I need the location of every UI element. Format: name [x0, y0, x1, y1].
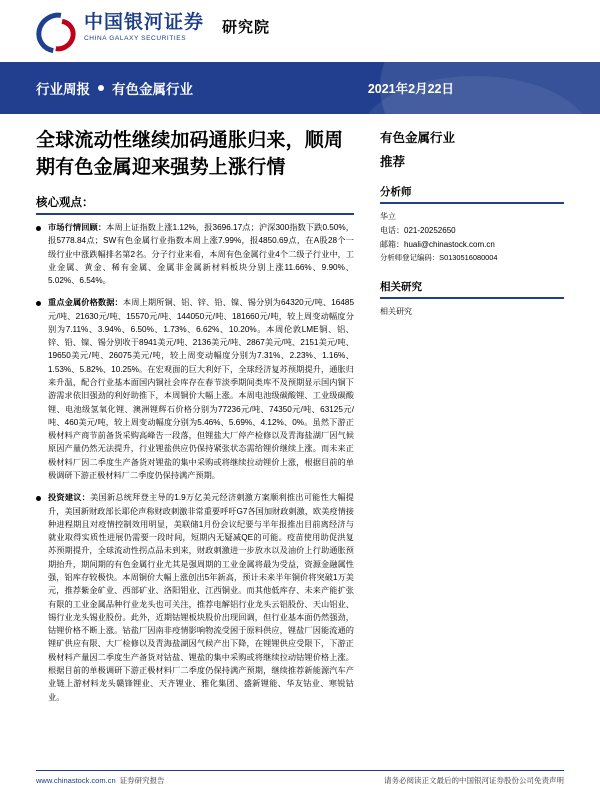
analyst-email-label: 邮箱：	[380, 240, 404, 249]
point-heading: 市场行情回顾：	[48, 222, 107, 232]
brand-name-cn: 中国银河证券	[84, 12, 205, 34]
analyst-cert-value: S0130516080004	[439, 253, 498, 262]
banner-industry: 有色金属行业	[112, 82, 193, 97]
footer-left	[36, 775, 165, 786]
sidebar	[366, 128, 564, 713]
footer-site-suffix: 证券研究报告	[119, 776, 165, 785]
brand-name-en: CHINA GALAXY SECURITIES	[84, 35, 187, 43]
footer-website-link[interactable]: www.chinastock.com.cn	[36, 776, 116, 785]
analyst-cert-row	[380, 252, 564, 265]
report-body	[0, 114, 600, 713]
sidebar-related-block	[380, 279, 564, 319]
analyst-cert-label: 分析师登记编码：	[380, 253, 440, 262]
sidebar-industry-label: 有色金属行业	[380, 131, 456, 145]
sidebar-industry-block	[380, 128, 564, 170]
analyst-email-row	[380, 238, 564, 252]
sidebar-analyst-heading: 分析师	[380, 184, 564, 204]
galaxy-logo-icon	[36, 10, 76, 46]
brand-text	[84, 13, 204, 43]
report-banner	[0, 62, 600, 114]
analyst-email-value[interactable]: huali@chinastock.com.cn	[404, 240, 495, 249]
bullet-separator-icon	[98, 85, 104, 91]
page-header	[0, 0, 600, 62]
core-viewpoint-label: 核心观点：	[36, 194, 354, 215]
banner-category: 行业周报	[36, 82, 90, 97]
point-text: 本周上证指数上涨1.12%，报3696.17点；沪深300指数下跌0.50%，报5778.84点；SW有色金属行业指数本周上涨7.99%，报4850.69点，在A股28个一级行业中涨跌幅排名第2名。分子行业来看，本周有色金属行业4个二级子行业中，工业金属、黄金、稀有金属、金属非金属新材料板块分别上涨11.66%、9.90%、5.02%、6.54%。	[48, 222, 354, 286]
banner-date: 2021年2月22日	[367, 82, 454, 96]
main-column	[36, 128, 366, 713]
status-badge: 推荐	[380, 155, 406, 169]
page-title: 全球流动性继续加码通胀归来，顺周期有色金属迎来强势上涨行情	[36, 130, 344, 178]
analyst-name: 华立	[380, 212, 396, 221]
page-footer	[0, 770, 600, 786]
list-item	[36, 221, 354, 287]
sidebar-related-heading: 相关研究	[380, 279, 564, 299]
analyst-phone-label: 电话：	[380, 226, 404, 235]
related-research-item[interactable]: 相关研究	[380, 306, 412, 316]
banner-category-group	[36, 78, 193, 98]
brand-division: 研究院	[222, 19, 271, 36]
brand-logo	[36, 10, 564, 46]
point-text: 本周上期所铜、铝、锌、铅、镍、锡分别为64320元/吨、16485元/吨、21630元/吨、15570元/吨、144050元/吨、181660元/吨，较上周变动幅度分别为7.11%、3.94%、6.50%、1.73%、6.62%、10.20%。本周伦敦LME铜、铝、锌、铅、镍、锡分别收于8941美元/吨、2136美元/吨、2867美元/吨、2151美元/吨、19650美元/吨、26075美元/吨，较上周变动幅度分别为7.31%、2.23%、1.16%、1.53%、5.82%、10.25%。在宏观面的巨大利好下，全球经济复苏预期提升，通胀归来升温，配合行业基本面国内铜社会库存在春节淡季期间类库不及预期显示国内铜下游需求依旧强劲的利好助推下，本周铜价大幅上涨。本周电池级碳酸锂、工业级碳酸锂、电池级氢氧化锂、澳洲锂辉石价格分别为77236元/吨、74350元/吨、63125元/吨、460美元/吨，较上周变动幅度分别为5.46%、5.69%、4.12%、0%。虽然下游正极材料产商节前备货采购高峰告一段落，但锂盐大厂停产检修以及青海盐湖厂因气候原因产量仍然无法提升，行业锂盐供应仍保持紧张状态需给锂价继续上涨。而未来正极材料厂因二季度生产备货对锂盐的集中采购或将继续拉动锂价上涨，根据目前的单极调研下游正极材料厂二季度仍保持满产预期。	[48, 298, 354, 480]
analyst-phone-row	[380, 224, 564, 238]
footer-disclaimer: 请务必阅读正文最后的中国银河证券股份公司免责声明	[384, 776, 564, 785]
sidebar-analyst-block	[380, 184, 564, 265]
point-heading: 重点金属价格数据：	[48, 298, 123, 308]
point-heading: 投资建议：	[48, 493, 91, 503]
point-text: 美国新总统拜登主导的1.9万亿美元经济刺激方案顺利推出可能性大幅提升，美国新财政部长耶伦声称财政刺激非常重要呼吁G7各国加财政刺激，欧美疫情接种进程期且对疫情控制效用明显，美联储1月份会议纪要与半年报推出目前离经济与就业取得实质性进展仍需要一段时间，短期内无疑减QE的可能。疫苗使用助促洪复苏预期提升，全球流动性拐点品未到来，财政刺激进一步放水以及油价上行助通胀预期抬升，期间期的有色金属行业尤其是强周期的工业金属将最为受益，资源金融属性强，铝库存较极快。本周铜价大幅上涨创出5年新高，预计未来半年铜价将突破1万美元，推荐紫金矿业、西部矿业、洛阳钼业、江西铜业。而其他低库存、未来产能扩张有限的工业金属品种行业龙头也可关注，推荐电解铝行业龙头云铝股份、天山铝业、锡行业龙头锡业股份。此外，近期钴锂板块股价出现回调，但行业基本面仍然强劲，钴锂价格不断上涨。钴盐厂因南非疫情影响物流受困于原料供应，锂盐厂因能流通的锂矿供应有限、大厂检修以及青海盐湖因气候产出下降，在锂锂供应受限下，下游正极材料产量因二季度生产备货对钴盐、锂盐的集中采购或将继续拉动钴锂价格上涨。根据目前的单极调研下游正极材料厂二季度仍保持满产预期，继续推荐新能源汽车产业链上游材料龙头赣锋锂业、天齐锂业、雅化集团、盛新锂能、华友钴业、寒锐钴业。	[48, 493, 354, 702]
analyst-phone-value: 021-20252650	[404, 226, 456, 235]
list-item	[36, 491, 354, 704]
list-item	[36, 296, 354, 482]
core-viewpoint-list	[36, 221, 354, 704]
